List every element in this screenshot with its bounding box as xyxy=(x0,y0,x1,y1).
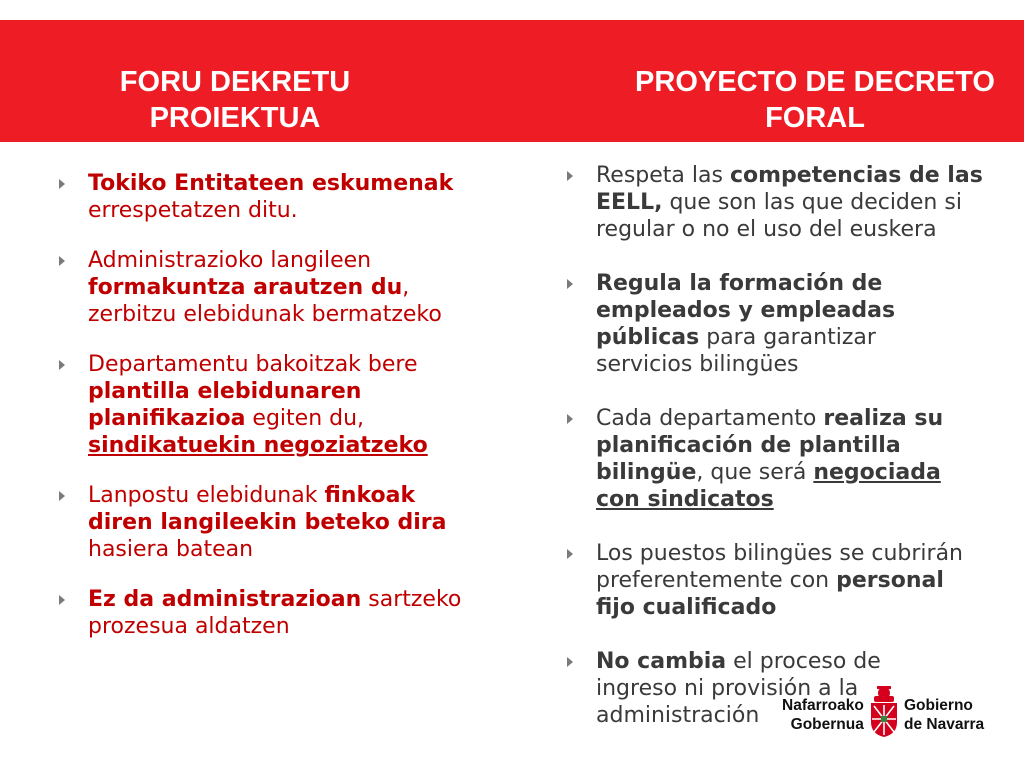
bullet-text: prozesua aldatzen xyxy=(88,614,290,639)
bullet-arrow-icon xyxy=(59,595,65,605)
bullet-line xyxy=(88,378,482,405)
bullet-line xyxy=(596,594,980,621)
logo-basque-line-1: Nafarroako xyxy=(782,697,864,714)
bullet-item xyxy=(52,482,482,563)
bullet-emphasis: competencias de las xyxy=(729,163,983,188)
right-title-line-2: FORAL xyxy=(765,102,865,134)
bullet-emphasis: plantilla elebidunaren xyxy=(88,379,362,404)
basque-bullet-list xyxy=(52,170,482,663)
bullet-line xyxy=(88,247,482,274)
bullet-line xyxy=(596,216,980,243)
bullet-line xyxy=(88,405,482,432)
logo-spanish-text xyxy=(904,696,984,734)
right-title-line-1: PROYECTO DE DECRETO xyxy=(635,66,995,98)
spanish-bullet-list xyxy=(560,162,983,756)
bullet-emphasis: EELL, xyxy=(596,190,663,215)
left-title-line-1: FORU DEKRETU xyxy=(119,66,351,98)
bullet-line xyxy=(596,405,980,432)
bullet-text: Los puestos bilingües se cubrirán xyxy=(596,541,963,566)
bullet-line xyxy=(88,536,482,563)
bullet-arrow-icon xyxy=(567,549,573,559)
bullet-emphasis: personal xyxy=(836,568,944,593)
bullet-text: errespetatzen ditu. xyxy=(88,198,298,223)
bullet-item xyxy=(52,170,482,224)
bullet-emphasis: diren langileekin beteko dira xyxy=(88,510,447,535)
bullet-emphasis: Ez da administrazioan xyxy=(88,587,362,612)
underlined-text xyxy=(596,487,774,512)
bullet-line xyxy=(596,459,980,486)
bullet-item xyxy=(560,162,983,243)
bullet-arrow-icon xyxy=(567,414,573,424)
bullet-line xyxy=(596,324,980,351)
logo-spanish-line-2: de Navarra xyxy=(904,716,985,733)
bullet-item xyxy=(560,405,980,513)
bullet-text: hasiera batean xyxy=(88,537,254,562)
bullet-line xyxy=(88,351,482,378)
bullet-line xyxy=(88,274,482,301)
bullet-item xyxy=(560,270,980,378)
navarra-coat-of-arms-icon xyxy=(868,684,900,738)
bullet-text: servicios bilingües xyxy=(596,352,799,377)
bullet-text: preferentemente con xyxy=(596,568,837,593)
bullet-emphasis: empleados y empleadas xyxy=(596,298,896,323)
bullet-line xyxy=(88,509,482,536)
left-title-line-2: PROIEKTUA xyxy=(149,102,321,134)
gobierno-de-navarra-logo xyxy=(776,684,1006,744)
bullet-emphasis: públicas xyxy=(596,325,700,350)
bullet-text: administración xyxy=(596,703,760,728)
bullet-line xyxy=(88,301,482,328)
bullet-emphasis: formakuntza arautzen du xyxy=(88,275,403,300)
bullet-text: sartzeko xyxy=(361,587,462,612)
bullet-line xyxy=(596,270,980,297)
bullet-line xyxy=(596,162,983,189)
bullet-arrow-icon xyxy=(567,657,573,667)
logo-spanish-line-1: Gobierno xyxy=(904,697,973,714)
bullet-text: egiten du, xyxy=(245,406,365,431)
left-column-title xyxy=(70,64,400,136)
bullet-text: que son las que deciden si xyxy=(662,190,962,215)
bullet-emphasis: realiza su xyxy=(823,406,944,431)
bullet-text: regular o no el uso del euskera xyxy=(596,217,937,242)
bullet-emphasis: Tokiko Entitateen eskumenak xyxy=(88,171,454,196)
title-banner xyxy=(0,20,1024,142)
bullet-emphasis: planificación de plantilla xyxy=(596,433,901,458)
underlined-text xyxy=(813,460,940,485)
bullet-arrow-icon xyxy=(567,171,573,181)
right-column-title xyxy=(590,64,1024,136)
bullet-line xyxy=(88,482,482,509)
bullet-line xyxy=(596,486,980,513)
bullet-text: Lanpostu elebidunak xyxy=(88,483,325,508)
logo-basque-text xyxy=(782,696,864,734)
bullet-line xyxy=(596,189,980,216)
bullet-emphasis: con sindicatos xyxy=(596,487,774,512)
bullet-item xyxy=(52,351,482,459)
bullet-text: ingreso ni provisión a la xyxy=(596,676,859,701)
bullet-line xyxy=(596,567,980,594)
bullet-line xyxy=(88,613,482,640)
bullet-line xyxy=(596,648,980,675)
bullet-text: , xyxy=(402,275,410,300)
bullet-arrow-icon xyxy=(59,491,65,501)
bullet-text: Cada departamento xyxy=(596,406,824,431)
underlined-text xyxy=(88,433,428,458)
bullet-text: , que será xyxy=(696,460,814,485)
bullet-emphasis: bilingüe xyxy=(596,460,697,485)
bullet-line xyxy=(88,586,482,613)
bullet-emphasis: finkoak xyxy=(324,483,416,508)
bullet-arrow-icon xyxy=(567,279,573,289)
bullet-line xyxy=(596,540,980,567)
bullet-line xyxy=(596,351,980,378)
bullet-line xyxy=(596,432,980,459)
bullet-item xyxy=(52,586,482,640)
bullet-arrow-icon xyxy=(59,360,65,370)
bullet-emphasis: negociada xyxy=(813,460,941,485)
bullet-text: Departamentu bakoitzak bere xyxy=(88,352,418,377)
bullet-text: zerbitzu elebidunak bermatzeko xyxy=(88,302,442,327)
bullet-line xyxy=(88,170,482,197)
logo-basque-line-2: Gobernua xyxy=(790,716,864,733)
bullet-line xyxy=(88,197,482,224)
bullet-text: para garantizar xyxy=(699,325,876,350)
bullet-text: Respeta las xyxy=(596,163,730,188)
bullet-emphasis: planifikazioa xyxy=(88,406,246,431)
bullet-emphasis: No cambia xyxy=(596,649,727,674)
bullet-line xyxy=(596,297,980,324)
bullet-emphasis: fijo cualificado xyxy=(596,595,777,620)
bullet-text: Administrazioko langileen xyxy=(88,248,372,273)
bullet-item xyxy=(52,247,482,328)
bullet-arrow-icon xyxy=(59,256,65,266)
bullet-line xyxy=(88,432,482,459)
bullet-arrow-icon xyxy=(59,179,65,189)
bullet-text: el proceso de xyxy=(726,649,881,674)
bullet-item xyxy=(560,540,980,621)
bullet-emphasis: sindikatuekin negoziatzeko xyxy=(88,433,428,458)
bullet-emphasis: Regula la formación de xyxy=(596,271,883,296)
